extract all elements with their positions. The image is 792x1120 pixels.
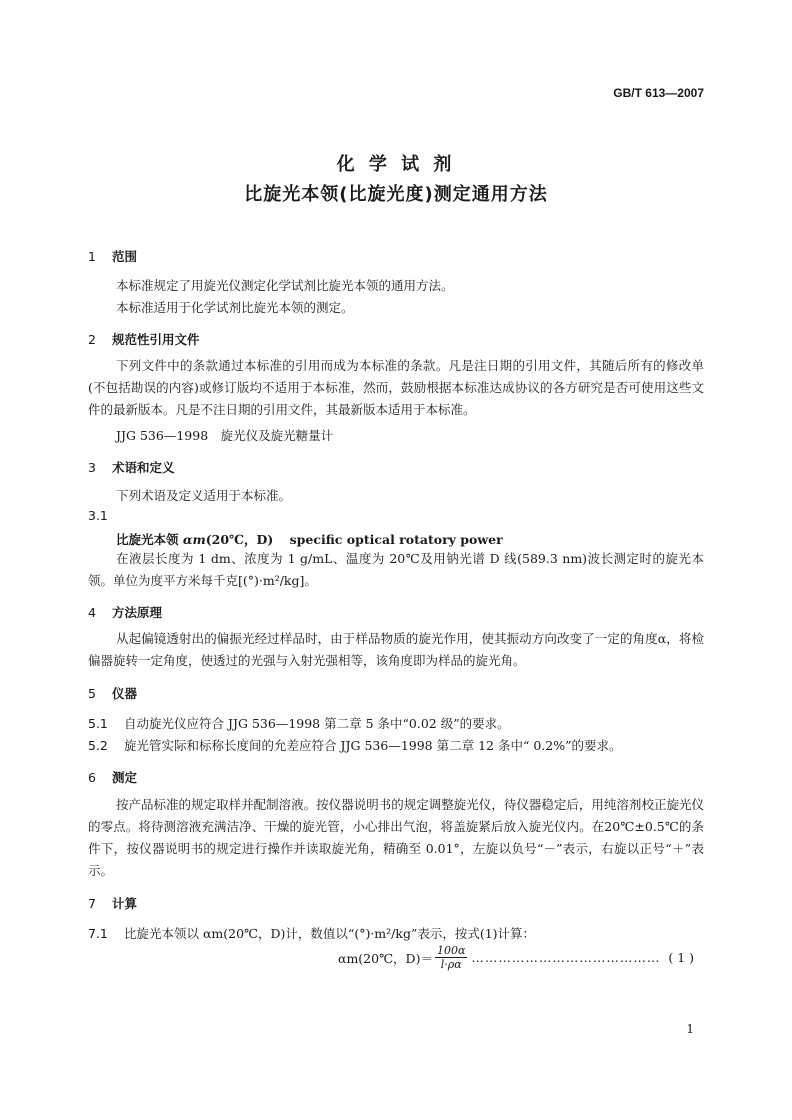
section-number: 3: [88, 460, 96, 475]
section-1-para-1: 本标准规定了用旋光仪测定化学试剂比旋光本领的通用方法。: [116, 278, 454, 293]
term-chinese: 比旋光本领: [116, 532, 183, 547]
formula-1: [338, 944, 694, 971]
clause-number: 7.1: [88, 926, 108, 941]
section-7-heading: [88, 894, 137, 912]
standard-number: GB/T 613—2007: [613, 86, 704, 100]
formula-numerator: 100α: [436, 944, 466, 957]
clause-7-1: [88, 924, 535, 942]
section-3-para-1: 下列术语及定义适用于本标准。: [116, 488, 292, 503]
clause-text: 旋光管实际和标称长度间的允差应符合 JJG 536—1998 第二章 12 条中“ 0.2%”的要求。: [124, 738, 622, 753]
section-title: 测定: [112, 770, 138, 785]
section-title: 计算: [112, 896, 138, 911]
section-2-para-1: 下列文件中的条款通过本标准的引用而成为本标准的条款。凡是注日期的引用文件，其随后所有的修改单(不包括勘误的内容)或修订版均不适用于本标准，然而，鼓励根据本标准达成协议的各方研究是否可使用这些文件的最新版本。凡是不注日期的引用文件，其最新版本适用于本标准。: [88, 358, 704, 417]
section-number: 1: [88, 249, 96, 264]
term-english: specific optical rotatory power: [289, 532, 503, 547]
normative-reference: JJG 536—1998 旋光仪及旋光糖量计: [116, 428, 334, 443]
formula-denominator: l·ρα: [440, 958, 462, 971]
equation-number: ( 1 ): [668, 950, 695, 965]
clause-text: 比旋光本领以 αm(20℃，D)计，数值以“(°)·m²/kg”表示，按式(1)计算：: [124, 926, 536, 941]
section-3-heading: [88, 458, 175, 476]
formula-leader-dots: ……………………………………: [471, 950, 661, 965]
section-4-para-1: 从起偏镜透射出的偏振光经过样品时，由于样品物质的旋光作用，使其振动方向改变了一定的角度α，将检偏器旋转一定角度，使透过的光强与入射光强相等，该角度即为样品的旋光角。: [88, 631, 704, 668]
section-2-heading: [88, 330, 200, 348]
formula-fraction: [435, 944, 467, 971]
section-1-heading: [88, 247, 137, 265]
section-title: 术语和定义: [112, 460, 175, 475]
section-title: 方法原理: [112, 605, 163, 620]
section-title: 仪器: [112, 686, 138, 701]
section-number: 6: [88, 770, 96, 785]
section-title: 范围: [112, 249, 138, 264]
clause-text: 自动旋光仪应符合 JJG 536—1998 第二章 5 条中“0.02 级”的要求。: [124, 716, 510, 731]
clause-number: 5.1: [88, 716, 108, 731]
section-1-para-2: 本标准适用于化学试剂比旋光本领的测定。: [116, 300, 354, 315]
section-title: 规范性引用文件: [112, 332, 200, 347]
section-number: 7: [88, 896, 96, 911]
section-4-heading: [88, 603, 162, 621]
term-condition: (20℃，D): [205, 532, 274, 547]
document-title-line1: 化 学 试 剂: [336, 154, 456, 175]
section-5-heading: [88, 684, 137, 702]
page-number: 1: [686, 1022, 694, 1036]
term-definition: 在液层长度为 1 dm、浓度为 1 g/mL、温度为 20℃及用钠光谱 D 线(589.3 nm)波长测定时的旋光本领。单位为度平方米每千克[(°)·m²/kg]。: [88, 551, 704, 588]
section-number: 2: [88, 332, 96, 347]
document-title-line2: 比旋光本领(比旋光度)测定通用方法: [244, 184, 548, 205]
formula-lhs: αm(20℃，D)＝: [338, 950, 433, 966]
section-6-para-1: 按产品标准的规定取样并配制溶液。按仪器说明书的规定调整旋光仪，待仪器稳定后，用纯溶剂校正旋光仪的零点。将待测溶液充满洁净、干燥的旋光管，小心排出气泡，将盖旋紧后放入旋光仪内。在20℃±0.5℃的条件下，按仪器说明书的规定进行操作并读取旋光角，精确至 0.01°，左旋以负号“－”表示，右旋以正号“＋”表示。: [88, 797, 704, 878]
clause-5-1: [88, 714, 510, 732]
section-6-heading: [88, 768, 137, 786]
clause-number: 5.2: [88, 738, 108, 753]
clause-3-1-number: 3.1: [88, 508, 108, 523]
term-entry: [116, 530, 503, 548]
section-number: 4: [88, 605, 96, 620]
section-number: 5: [88, 686, 96, 701]
term-symbol: αm: [182, 532, 206, 547]
clause-5-2: [88, 736, 621, 754]
